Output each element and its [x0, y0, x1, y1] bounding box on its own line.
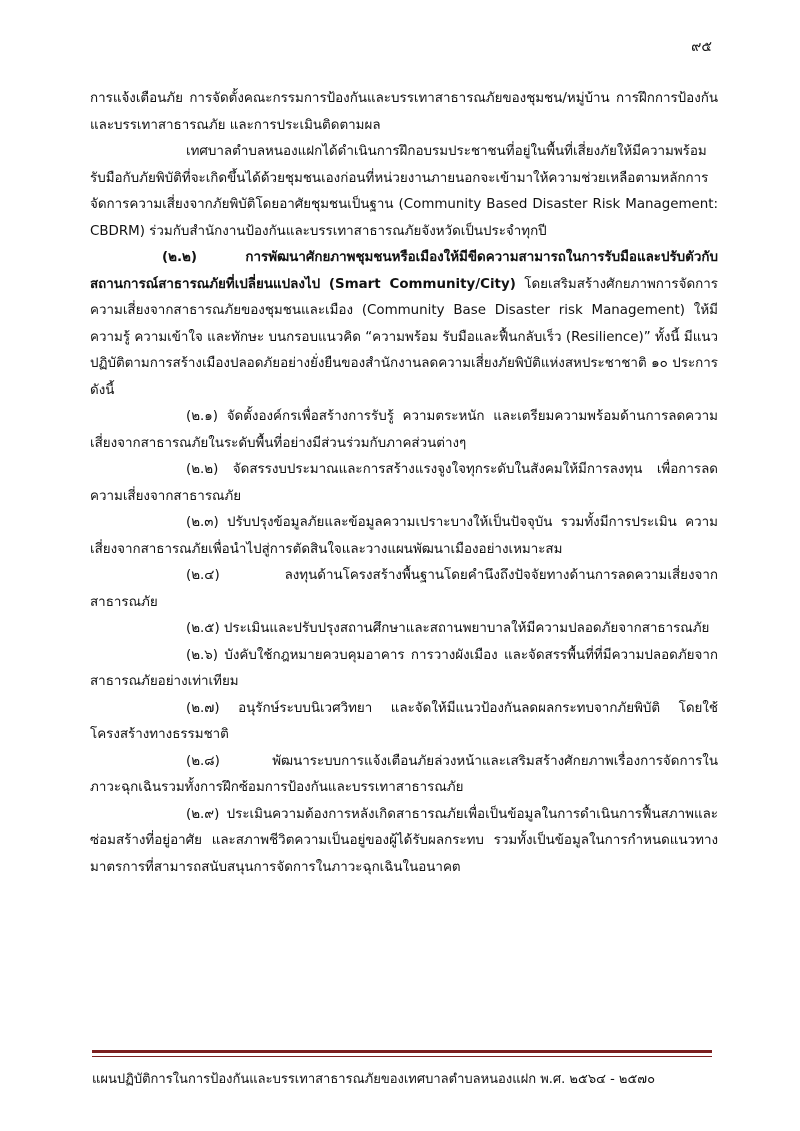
list-item-2-7: (๒.๗) อนุรักษ์ระบบนิเวศวิทยา และจัดให้มีแนวป้องกันลดผลกระทบจากภัยพิบัติ โดยใช้โครงสร้างทางธรรมชาติ — [90, 700, 718, 742]
section-body: โดยเสริมสร้างศักยภาพการจัดการความเสี่ยงจากสาธารณภัยของชุมชนและเมือง (Community Base Disaster risk Management) ให้มีความรู้ ความเข้าใจ และทักษะ บนกรอบแนวคิด “ความพร้อม รับมือและฟื้นกลับเร็ว (Resilience)” ทั้งนี้ มีแนวปฏิบัติตามการสร้างเมืองปลอดภัยอย่างยั่งยืนของสำนักงานลดความเสี่ยงภัยพิบัติแห่งสหประชาชาติ ๑๐ ประการ ดังนี้ — [90, 276, 718, 398]
footer-divider — [92, 1050, 712, 1053]
paragraph-intro: การแจ้งเตือนภัย การจัดตั้งคณะกรรมการป้องกันและบรรเทาสาธารณภัยของชุมชน/หมู่บ้าน การฝึกการป้องกันและบรรเทาสาธารณภัย และการประเมินติดตามผล — [90, 91, 718, 133]
paragraph-smart-community — [90, 245, 718, 404]
list-item-2-6: (๒.๖) บังคับใช้กฎหมายควบคุมอาคาร การวางผังเมือง และจัดสรรพื้นที่ที่มีความปลอดภัยจากสาธารณภัยอย่างเท่าเทียม — [90, 647, 718, 689]
footer-text: แผนปฏิบัติการในการป้องกันและบรรเทาสาธารณภัยของเทศบาลตำบลหนองแฝก พ.ศ. ๒๕๖๔ - ๒๕๗๐ — [92, 1072, 656, 1087]
section-heading: (๒.๒) การพัฒนาศักยภาพชุมชนหรือเมืองให้มีขีดความสามารถในการรับมือและปรับตัวกับสถานการณ์สาธารณภัยที่เปลี่ยนแปลงไป (Smart Community/City) — [90, 250, 718, 292]
list-item-2-9: (๒.๙) ประเมินความต้องการหลังเกิดสาธารณภัยเพื่อเป็นข้อมูลในการดำเนินการฟื้นสภาพและซ่อมสร้างที่อยู่อาศัย และสภาพชีวิตความเป็นอยู่ของผู้ได้รับผลกระทบ รวมทั้งเป็นข้อมูลในการกำหนดแนวทางมาตรการที่สามารถสนับสนุนการจัดการในภาวะฉุกเฉินในอนาคต — [90, 806, 718, 875]
list-item-2-3: (๒.๓) ปรับปรุงข้อมูลภัยและข้อมูลความเปราะบางให้เป็นปัจจุบัน รวมทั้งมีการประเมิน ความเสี่ยงจากสาธารณภัยเพื่อนำไปสู่การตัดสินใจและวางแผนพัฒนาเมืองอย่างเหมาะสม — [90, 515, 718, 557]
page-number: ๙๕ — [691, 39, 712, 55]
list-item-2-1: (๒.๑) จัดตั้งองค์กรเพื่อสร้างการรับรู้ ความตระหนัก และเตรียมความพร้อมด้านการลดความเสี่ยงจากสาธารณภัยในระดับพื้นที่อย่างมีส่วนร่วมกับภาคส่วนต่างๆ — [90, 409, 718, 451]
paragraph-cbdrm: เทศบาลตำบลหนองแฝกได้ดำเนินการฝึกอบรมประชาชนที่อยู่ในพื้นที่เสี่ยงภัยให้มีความพร้อมรับมือกับภัยพิบัติที่จะเกิดขึ้นได้ด้วยชุมชนเองก่อนที่หน่วยงานภายนอกจะเข้ามาให้ความช่วยเหลือตามหลักการจัดการความเสี่ยงจากภัยพิบัติโดยอาศัยชุมชนเป็นฐาน (Community Based Disaster Risk Management: CBDRM) ร่วมกับสำนักงานป้องกันและบรรเทาสาธารณภัยจังหวัดเป็นประจำทุกปี — [90, 144, 718, 239]
document-body — [90, 86, 718, 881]
list-item-2-8: (๒.๘) พัฒนาระบบการแจ้งเตือนภัยล่วงหน้าและเสริมสร้างศักยภาพเรื่องการจัดการในภาวะฉุกเฉินรวมทั้งการฝึกซ้อมการป้องกันและบรรเทาสาธารณภัย — [90, 753, 718, 795]
footer-divider-thin — [92, 1056, 712, 1057]
list-item-2-2: (๒.๒) จัดสรรงบประมาณและการสร้างแรงจูงใจทุกระดับในสังคมให้มีการลงทุน เพื่อการลดความเสี่ยงจากสาธารณภัย — [90, 462, 718, 504]
list-item-2-5: (๒.๕) ประเมินและปรับปรุงสถานศึกษาและสถานพยาบาลให้มีความปลอดภัยจากสาธารณภัย — [186, 621, 710, 636]
list-item-2-4: (๒.๔) ลงทุนด้านโครงสร้างพื้นฐานโดยคำนึงถึงปัจจัยทางด้านการลดความเสี่ยงจากสาธารณภัย — [90, 568, 718, 610]
